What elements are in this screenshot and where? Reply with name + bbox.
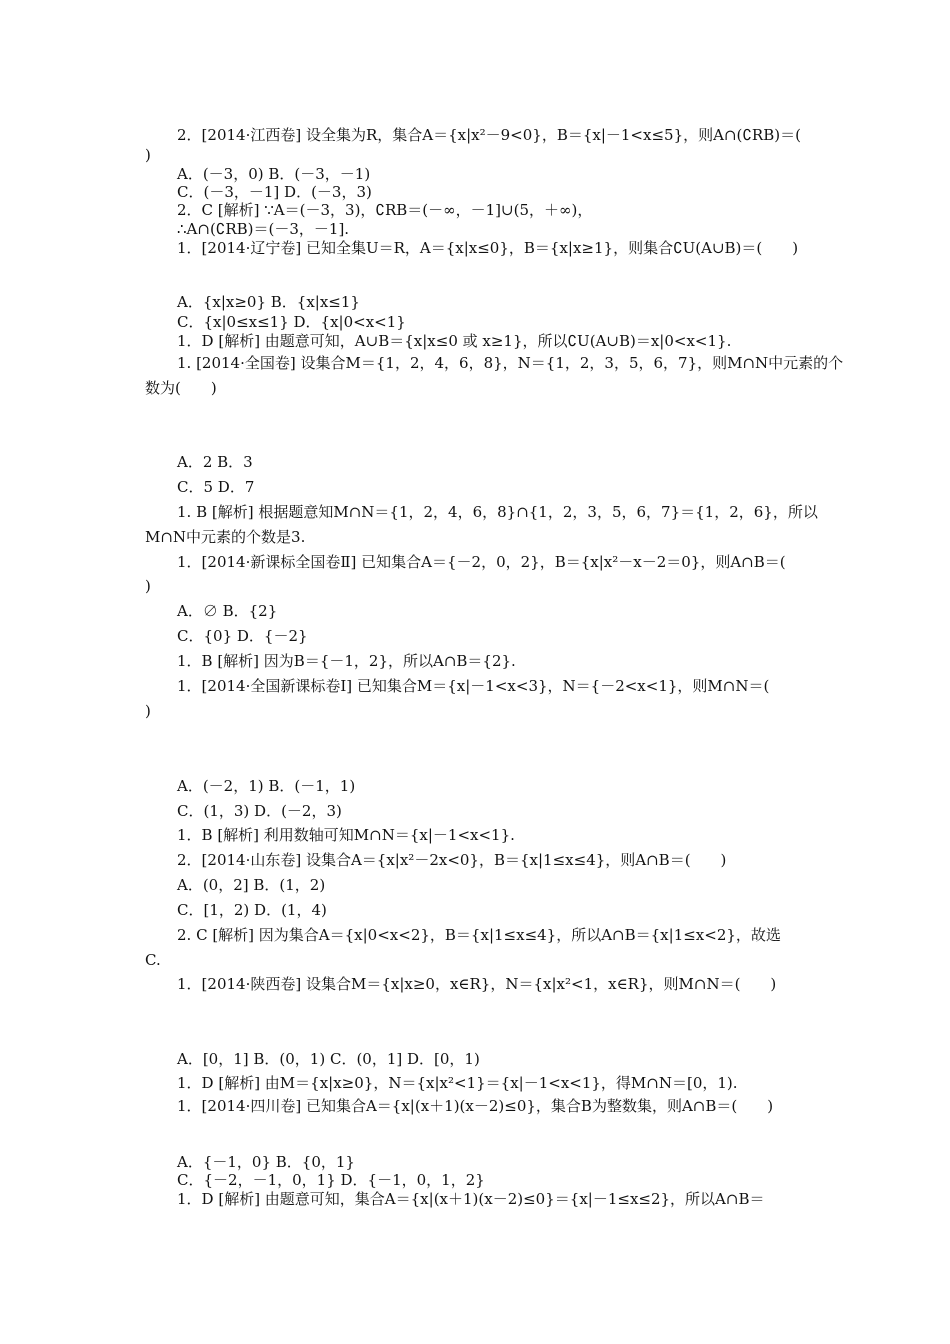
question-jiangxi-paren: ) bbox=[145, 146, 151, 164]
question-xinkebiao-1-paren: ) bbox=[145, 702, 151, 720]
options-cd: C．(1，3) D．(－2，3) bbox=[177, 802, 342, 820]
options-abcd: A．[0，1] B．(0，1) C．(0，1] D．[0，1) bbox=[177, 1050, 480, 1068]
options-cd: C．(－3，－1] D．(－3，3) bbox=[177, 183, 372, 201]
options-ab: A．{x|x≥0} B．{x|x≤1} bbox=[177, 293, 360, 311]
options-ab: A．(－3，0) B．(－3，－1) bbox=[177, 165, 371, 183]
question-quanguo: 1. [2014·全国卷] 设集合M＝{1，2，4，6，8}，N＝{1，2，3，5，6，7}，则M∩N中元素的个 bbox=[177, 354, 844, 372]
question-liaoning: 1．[2014·辽宁卷] 已知全集U＝R，A＝{x|x≤0}，B＝{x|x≥1}，则集合∁U(A∪B)＝( ) bbox=[177, 239, 799, 257]
options-cd: C．5 D．7 bbox=[177, 478, 255, 496]
answer-solution: 1．D [解析] 由题意可知，A∪B＝{x|x≤0 或 x≥1}，所以∁U(A∪B)＝x|0<x<1}. bbox=[177, 332, 732, 350]
question-sichuan: 1．[2014·四川卷] 已知集合A＝{x|(x＋1)(x－2)≤0}，集合B为整数集，则A∩B＝( ) bbox=[177, 1097, 774, 1115]
options-cd: C．{x|0≤x≤1} D．{x|0<x<1} bbox=[177, 313, 406, 331]
question-shandong: 2．[2014·山东卷] 设集合A＝{x|x²－2x<0}，B＝{x|1≤x≤4}，则A∩B＝( ) bbox=[177, 851, 727, 869]
question-xinkebiao-1: 1．[2014·全国新课标卷Ⅰ] 已知集合M＝{x|－1<x<3}，N＝{－2<x<1}，则M∩N＝( bbox=[177, 677, 770, 695]
options-ab: A．∅ B．{2} bbox=[177, 602, 278, 620]
options-cd: C．{－2，－1，0，1} D．{－1，0，1，2} bbox=[177, 1171, 485, 1189]
options-ab: A．(－2，1) B．(－1，1) bbox=[177, 777, 356, 795]
options-ab: A．2 B．3 bbox=[177, 453, 253, 471]
question-xinkebiao-2: 1．[2014·新课标全国卷Ⅱ] 已知集合A＝{－2，0，2}，B＝{x|x²－x－2＝0}，则A∩B＝( bbox=[177, 553, 786, 571]
answer-solution-cont: C. bbox=[145, 951, 161, 969]
answer-solution-cont: ∴A∩(∁RB)＝(－3，－1]. bbox=[177, 220, 350, 238]
options-cd: C．{0} D．{－2} bbox=[177, 627, 308, 645]
answer-solution: 2．C [解析] ∵A＝(－3，3)，∁RB＝(－∞，－1]∪(5，＋∞)， bbox=[177, 201, 593, 219]
answer-solution: 2. C [解析] 因为集合A＝{x|0<x<2}，B＝{x|1≤x≤4}，所以A∩B＝{x|1≤x<2}，故选 bbox=[177, 926, 781, 944]
answer-solution-cont: M∩N中元素的个数是3. bbox=[145, 528, 306, 546]
options-ab: A．(0，2] B．(1，2) bbox=[177, 876, 326, 894]
answer-solution: 1．D [解析] 由题意可知，集合A＝{x|(x＋1)(x－2)≤0}＝{x|－1≤x≤2}，所以A∩B＝ bbox=[177, 1190, 765, 1208]
answer-solution: 1. B [解析] 根据题意知M∩N＝{1，2，4，6，8}∩{1，2，3，5，6，7}＝{1，2，6}，所以 bbox=[177, 503, 818, 521]
question-jiangxi: 2．[2014·江西卷] 设全集为R，集合A＝{x|x²－9<0}，B＝{x|－1<x≤5}，则A∩(∁RB)＝( bbox=[177, 126, 801, 144]
question-shaanxi: 1．[2014·陕西卷] 设集合M＝{x|x≥0，x∈R}，N＝{x|x²<1，x∈R}，则M∩N＝( ) bbox=[177, 975, 777, 993]
options-cd: C．[1，2) D．(1，4) bbox=[177, 901, 327, 919]
answer-solution: 1．B [解析] 利用数轴可知M∩N＝{x|－1<x<1}. bbox=[177, 826, 515, 844]
answer-solution: 1．B [解析] 因为B＝{－1，2}，所以A∩B＝{2}. bbox=[177, 652, 516, 670]
question-xinkebiao-2-paren: ) bbox=[145, 577, 151, 595]
question-quanguo-cont: 数为( ) bbox=[145, 379, 217, 397]
options-ab: A．{－1，0} B．{0，1} bbox=[177, 1153, 355, 1171]
answer-solution: 1．D [解析] 由M＝{x|x≥0}，N＝{x|x²<1}＝{x|－1<x<1}，得M∩N＝[0，1). bbox=[177, 1074, 738, 1092]
